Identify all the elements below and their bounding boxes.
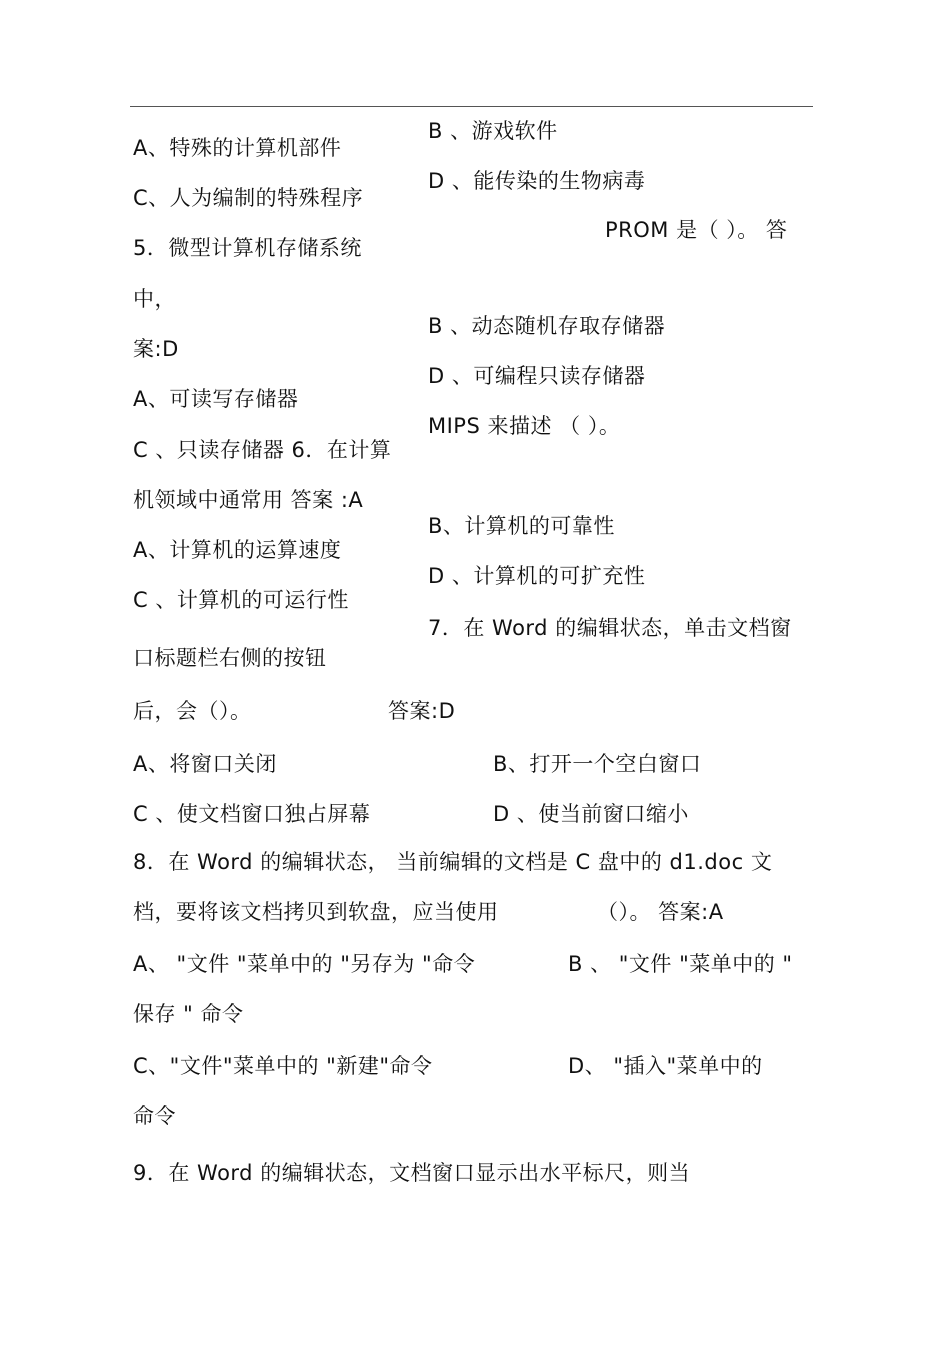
q8-question-cont: 档，要将该文档拷贝到软盘，应当使用	[133, 900, 499, 924]
q8-option-d: D、 "插入"菜单中的	[568, 1054, 763, 1078]
q8-question: 8．在 Word 的编辑状态， 当前编辑的文档是 C 盘中的 d1.doc 文	[133, 850, 773, 874]
q6-option-d: D 、计算机的可扩充性	[428, 564, 646, 588]
q5-text-fragment: PROM 是（ ）。 答	[605, 218, 788, 242]
q8-option-b: B 、 "文件 "菜单中的 "	[568, 952, 793, 976]
q5-option-c-q6-start: C 、只读存储器 6．在计算	[133, 438, 392, 462]
q5-question: 5．微型计算机存储系统	[133, 236, 362, 260]
q7-answer: 答案:D	[388, 699, 456, 723]
q7-question-cont: 口标题栏右侧的按钮	[133, 646, 327, 670]
q5-answer: 案:D	[133, 337, 179, 361]
q9-question: 9．在 Word 的编辑状态，文档窗口显示出水平标尺，则当	[133, 1161, 691, 1185]
q7-option-c: C 、使文档窗口独占屏幕	[133, 802, 371, 826]
q8-answer: （）。 答案:A	[597, 900, 724, 924]
q7-option-d: D 、使当前窗口缩小	[493, 802, 689, 826]
q8-option-d-cont: 命令	[133, 1104, 176, 1128]
q7-question-end: 后，会（）。	[133, 699, 252, 723]
q4-option-c: C、人为编制的特殊程序	[133, 186, 364, 210]
q7-option-a: A、将窗口关闭	[133, 752, 277, 776]
q5-option-a: A、可读写存储器	[133, 387, 299, 411]
q4-option-d: D 、能传染的生物病毒	[428, 169, 646, 193]
q6-text-fragment: MIPS 来描述 （ ）。	[428, 414, 621, 438]
q8-option-c: C、"文件"菜单中的 "新建"命令	[133, 1054, 433, 1078]
q6-option-b: B、计算机的可靠性	[428, 514, 615, 538]
q4-option-a: A、特殊的计算机部件	[133, 136, 342, 160]
q7-question: 7．在 Word 的编辑状态，单击文档窗	[428, 616, 792, 640]
q6-question-cont: 机领域中通常用 答案 :A	[133, 488, 364, 512]
q5-question-cont: 中，	[133, 287, 176, 311]
q6-option-c: C 、计算机的可运行性	[133, 588, 349, 612]
q6-option-a: A、计算机的运算速度	[133, 538, 342, 562]
q5-option-d: D 、可编程只读存储器	[428, 364, 646, 388]
header-rule	[130, 106, 813, 107]
q7-option-b: B、打开一个空白窗口	[493, 752, 702, 776]
q8-option-a: A、 "文件 "菜单中的 "另存为 "命令	[133, 952, 476, 976]
q4-option-b: B 、游戏软件	[428, 119, 558, 143]
q8-option-b-cont: 保存 " 命令	[133, 1002, 244, 1026]
q5-option-b: B 、动态随机存取存储器	[428, 314, 666, 338]
